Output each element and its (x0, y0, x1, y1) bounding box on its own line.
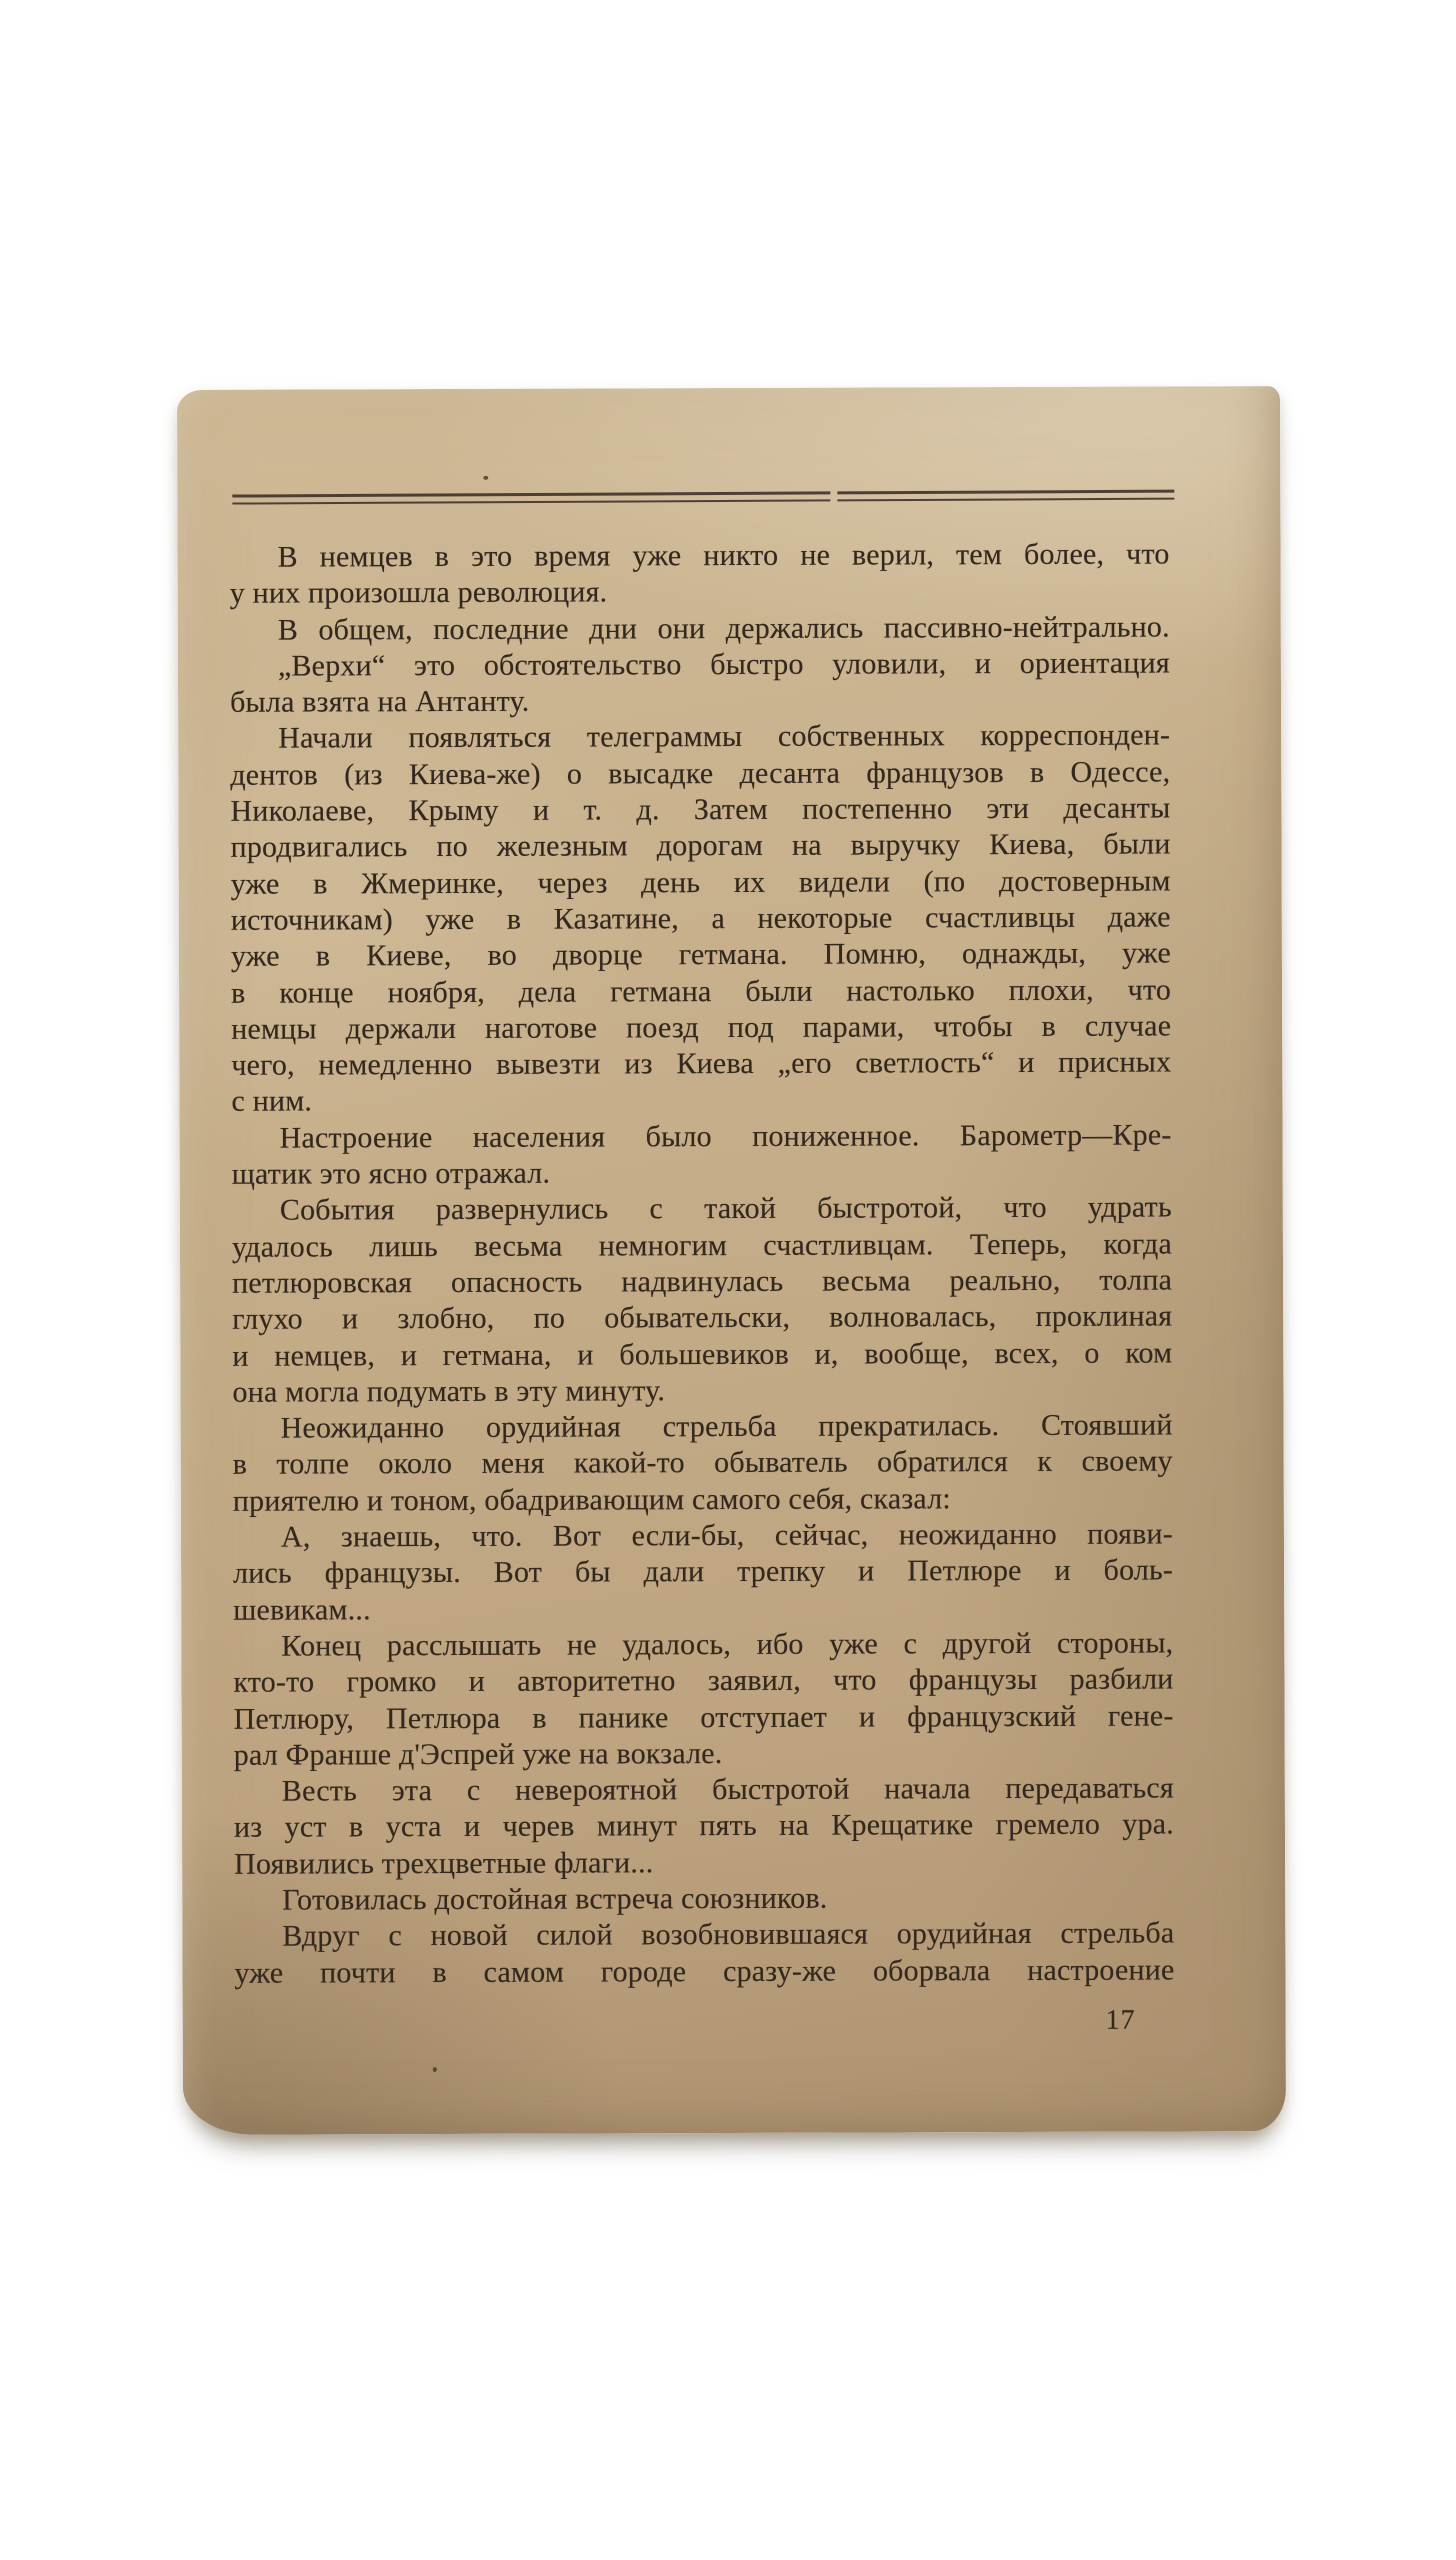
text-line: „Верхи“ это обстоятельство быстро уловили, и ориентация (277, 646, 1170, 683)
text-line: щатик это ясно отражал. (231, 1156, 551, 1191)
text-line: уже в Киеве, во дворце гетмана. Помню, однажды, уже (230, 936, 1171, 974)
text-line: Весть эта с невероятной быстротой начала передаваться (281, 1771, 1174, 1808)
header-rule-right-segment (837, 490, 1174, 502)
text-line: Готовилась достойная встреча союзников. (282, 1881, 828, 1917)
text-line: с ним. (231, 1084, 313, 1119)
paper-speck (483, 476, 488, 480)
text-line: Вдруг с новой силой возобновившаяся орудийная стрельба (282, 1916, 1175, 1953)
text-line: была взята на Антанту. (229, 684, 530, 719)
text-line: глухо и злобно, по обывательски, волновалась, проклиная (232, 1299, 1173, 1336)
text-line: источникам) уже в Казатине, а некоторые счастливцы даже (230, 900, 1171, 937)
text-line: приятелю и тоном, обадривающим самого себя, сказал: (232, 1481, 951, 1518)
text-line: чего, немедленно вывезти из Киева „его светлость“ и присных (231, 1045, 1172, 1082)
text-line: Конец расслышать не удалось, ибо уже с другой стороны, (281, 1626, 1174, 1663)
text-line: уже почти в самом городе сразу-же оборвала настроение (234, 1953, 1175, 1990)
header-rule (232, 490, 1174, 505)
text-line: А, знаешь, что. Вот если-бы, сейчас, неожиданно появи- (280, 1517, 1174, 1554)
text-line: лись французы. Вот бы дали трепку и Петлюре и боль- (233, 1553, 1174, 1591)
text-line: продвигались по железным дорогам на выручку Киева, были (230, 827, 1171, 865)
text-line: петлюровская опасность надвинулась весьма реально, толпа (232, 1263, 1173, 1300)
text-line: кто-то громко и авторитетно заявил, что французы разбили (233, 1662, 1174, 1699)
page-number: 17 (1105, 2004, 1136, 2036)
text-line: Настроение населения было пониженное. Барометр—Кре- (279, 1118, 1172, 1155)
text-line: В немцев в это время уже никто не верил, тем более, что (277, 537, 1170, 574)
text-line: Неожиданно орудийная стрельба прекратилась. Стоявший (280, 1408, 1173, 1445)
text-line: Появились трехцветные флаги... (234, 1845, 654, 1881)
paper-speck (433, 2067, 437, 2072)
text-line: и немцев, и гетмана, и большевиков и, вообще, всех, о ком (232, 1335, 1173, 1373)
text-line: немцы держали наготове поезд под парами, чтобы в случае (231, 1009, 1172, 1046)
text-line: Петлюру, Петлюра в панике отступает и французский гене- (233, 1698, 1174, 1736)
text-line: удалось лишь весьма немногим счастливцам. Теперь, когда (231, 1227, 1173, 1264)
text-line: уже в Жмеринке, через день их видели (по достоверным (230, 864, 1171, 901)
book-page (177, 386, 1286, 2135)
header-rule-left-segment (232, 491, 830, 504)
text-line: События развернулись с такой быстротой, что удрать (279, 1190, 1172, 1227)
text-line: она могла подумать в эту минуту. (232, 1374, 666, 1409)
text-line: Начали появляться телеграммы собственных корреспонден- (278, 718, 1171, 756)
text-line: Николаеве, Крыму и т. д. Затем постепенно эти десанты (230, 791, 1171, 828)
text-line: из уст в уста и черев минут пять на Крещатике гремело ура. (233, 1807, 1175, 1845)
text-line: рал Франше д'Эспрей уже на вокзале. (233, 1736, 723, 1772)
text-line: в конце ноября, дела гетмана были настолько плохи, что (231, 973, 1172, 1010)
text-line: дентов (из Киева-же) о высадке десанта французов в Одессе, (230, 755, 1171, 792)
text-line: шевикам... (233, 1592, 371, 1627)
text-line: В общем, последние дни они держались пассивно-нейтрально. (277, 610, 1170, 647)
text-line: в толпе около меня какой-то обыватель обратился к своему (232, 1444, 1173, 1482)
page-text (229, 536, 1174, 1991)
text-line: у них произошла революция. (229, 575, 608, 611)
